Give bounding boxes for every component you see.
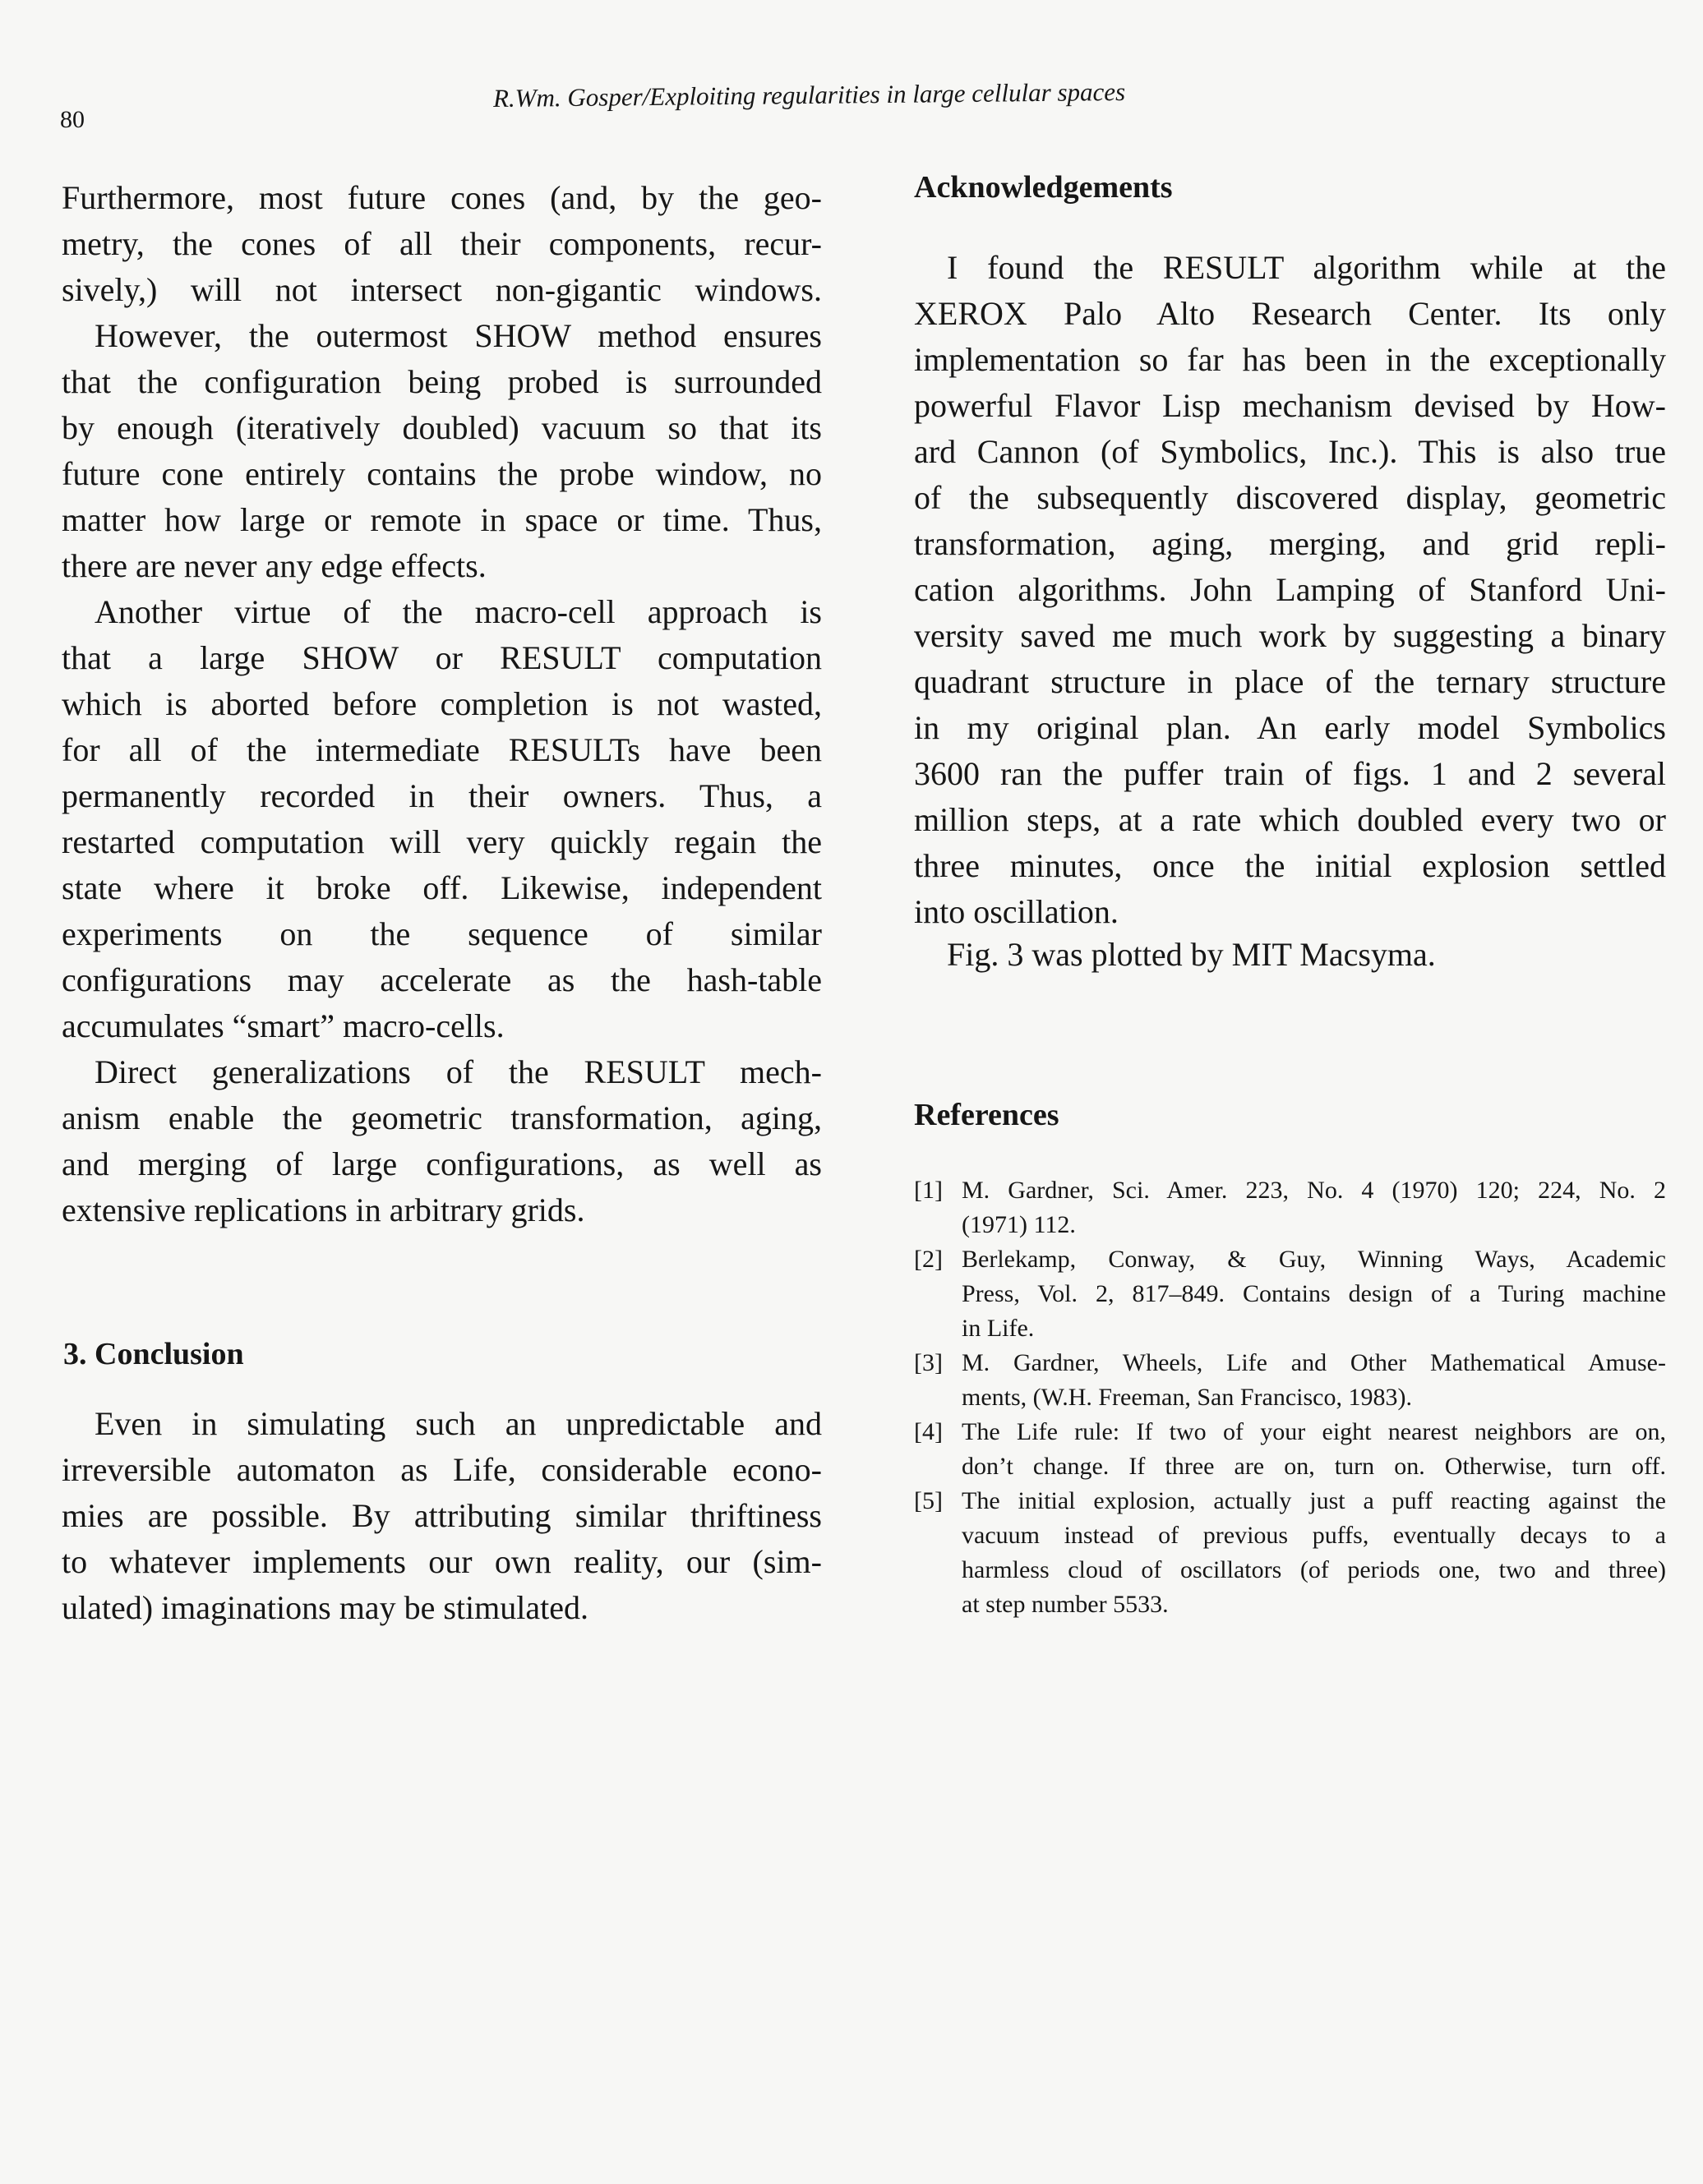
text-line: of the subsequently discovered display, geometric <box>914 479 1666 516</box>
reference-item <box>914 1242 1666 1346</box>
text-line: to whatever implements our own reality, our (sim- <box>62 1543 822 1580</box>
text-line: mies are possible. By attributing similar thriftiness <box>62 1497 822 1534</box>
reference-line: M. Gardner, Sci. Amer. 223, No. 4 (1970) 120; 224, No. 2 <box>962 1177 1666 1204</box>
reference-line: ments, (W.H. Freeman, San Francisco, 1983). <box>962 1384 1412 1411</box>
text-line: ard Cannon (of Symbolics, Inc.). This is also true <box>914 433 1666 470</box>
conclusion-paragraph <box>62 1401 822 1631</box>
text-line: for all of the intermediate RESULTs have been <box>62 731 822 768</box>
paragraph-4 <box>62 1049 822 1233</box>
text-line: experiments on the sequence of similar <box>62 915 822 952</box>
reference-line: Press, Vol. 2, 817–849. Contains design of a Turing machine <box>962 1280 1666 1307</box>
paragraph-1 <box>62 175 822 313</box>
text-line: Another virtue of the macro-cell approach is <box>95 593 822 630</box>
reference-number: [4] <box>914 1418 943 1445</box>
text-line: million steps, at a rate which doubled every two or <box>914 801 1666 838</box>
text-line: cation algorithms. John Lamping of Stanford Uni- <box>914 571 1666 608</box>
text-line: permanently recorded in their owners. Thus, a <box>62 777 822 814</box>
text-line: XEROX Palo Alto Research Center. Its only <box>914 295 1666 332</box>
text-line: quadrant structure in place of the ternary structure <box>914 663 1666 700</box>
reference-line: in Life. <box>962 1315 1035 1342</box>
fig-note: Fig. 3 was plotted by MIT Macsyma. <box>947 936 1436 973</box>
text-line: by enough (iteratively doubled) vacuum so that its <box>62 409 822 446</box>
reference-number: [5] <box>914 1487 943 1514</box>
acknowledgements-paragraph <box>914 245 1666 978</box>
references-list <box>914 1173 1666 1622</box>
text-line: into oscillation. <box>914 893 1119 930</box>
reference-line: vacuum instead of previous puffs, eventually decays to a <box>962 1522 1666 1549</box>
paragraph-3 <box>62 589 822 1049</box>
text-line: Even in simulating such an unpredictable and <box>95 1405 822 1442</box>
text-line: accumulates “smart” macro-cells. <box>62 1007 505 1044</box>
reference-line: at step number 5533. <box>962 1591 1169 1618</box>
text-line: powerful Flavor Lisp mechanism devised by How- <box>914 387 1666 424</box>
reference-line: harmless cloud of oscillators (of periods one, two and three) <box>962 1556 1666 1583</box>
text-line: state where it broke off. Likewise, independent <box>62 869 822 906</box>
text-line: implementation so far has been in the exceptionally <box>914 341 1666 378</box>
reference-number: [2] <box>914 1246 943 1273</box>
reference-line: The Life rule: If two of your eight nearest neighbors are on, <box>962 1418 1666 1445</box>
text-line: future cone entirely contains the probe window, no <box>62 455 822 492</box>
text-line: metry, the cones of all their components, recur- <box>62 225 822 262</box>
text-line: 3600 ran the puffer train of figs. 1 and 2 several <box>914 755 1666 792</box>
reference-line: The initial explosion, actually just a puff reacting against the <box>962 1487 1666 1514</box>
text-line: there are never any edge effects. <box>62 547 487 584</box>
text-line: three minutes, once the initial explosion settled <box>914 847 1666 884</box>
text-line: irreversible automaton as Life, considerable econo- <box>62 1451 822 1488</box>
reference-number: [1] <box>914 1177 943 1204</box>
text-line: in my original plan. An early model Symbolics <box>914 709 1666 746</box>
text-line: that a large SHOW or RESULT computation <box>62 639 822 676</box>
text-line: sively,) will not intersect non-gigantic windows. <box>62 271 822 308</box>
text-line: versity saved me much work by suggesting a binary <box>914 617 1666 654</box>
reference-item <box>914 1346 1666 1415</box>
text-line: that the configuration being probed is surrounded <box>62 363 822 400</box>
text-line: ulated) imaginations may be stimulated. <box>62 1589 588 1626</box>
conclusion-heading: 3. Conclusion <box>63 1337 244 1371</box>
text-line: matter how large or remote in space or time. Thus, <box>62 501 822 538</box>
reference-line: Berlekamp, Conway, & Guy, Winning Ways, Academic <box>962 1246 1666 1273</box>
reference-line: (1971) 112. <box>962 1211 1076 1238</box>
reference-item <box>914 1484 1666 1622</box>
text-line: anism enable the geometric transformation, aging, <box>62 1099 822 1136</box>
references-heading: References <box>914 1098 1059 1132</box>
acknowledgements-heading: Acknowledgements <box>914 170 1173 205</box>
left-column <box>62 175 822 1233</box>
text-line: transformation, aging, merging, and grid repli- <box>914 525 1666 562</box>
reference-item <box>914 1415 1666 1484</box>
text-line: and merging of large configurations, as well as <box>62 1145 822 1182</box>
reference-item <box>914 1173 1666 1242</box>
text-line: However, the outermost SHOW method ensures <box>95 317 822 354</box>
reference-number: [3] <box>914 1349 943 1376</box>
reference-line: don’t change. If three are on, turn on. Otherwise, turn off. <box>962 1453 1666 1480</box>
reference-line: M. Gardner, Wheels, Life and Other Mathematical Amuse- <box>962 1349 1666 1376</box>
running-head: R.Wm. Gosper/Exploiting regularities in large cellular spaces <box>492 76 1126 113</box>
text-line: configurations may accelerate as the hash-table <box>62 961 822 998</box>
text-line: restarted computation will very quickly regain the <box>62 823 822 860</box>
text-line: Furthermore, most future cones (and, by the geo- <box>62 179 822 216</box>
text-line: I found the RESULT algorithm while at the <box>947 249 1666 286</box>
text-line: which is aborted before completion is not wasted, <box>62 685 822 722</box>
text-line: extensive replications in arbitrary grids. <box>62 1191 585 1228</box>
paragraph-2 <box>62 313 822 589</box>
page-number: 80 <box>60 106 85 133</box>
text-line: Direct generalizations of the RESULT mech- <box>95 1053 822 1090</box>
